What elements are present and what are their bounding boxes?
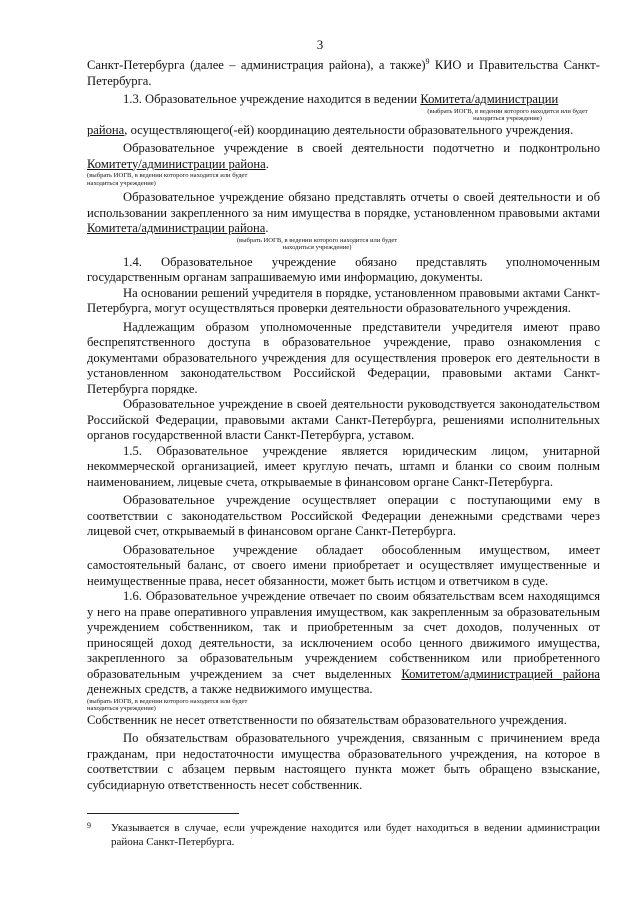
footnote: [87, 822, 600, 849]
rep-text: Образовательное учреждение обязано представлять отчеты о своей деятельности и об использовании закрепленного за ним имущества в порядке, установленном правовыми актами: [87, 190, 600, 220]
paragraph-law: Образовательное учреждение в своей деятельности руководствуется законодательством Российской Федерации, правовыми актами Санкт-Петербурга, решениями исполнительных органов государственной власти Санкт-Петербурга, уставом.: [87, 397, 600, 442]
paragraph-checks: На основании решений учредителя в порядке, установленном правовыми актами Санкт-Петербурга, могут осуществляться проверки деятельности образовательного учреждения.: [87, 285, 600, 315]
paragraph-1-3: [87, 92, 600, 108]
footnote-text: Указывается в случае, если учреждение находится или будет находиться в ведении администрации района Санкт-Петербурга.: [111, 822, 600, 848]
paragraph-1-4: 1.4. Образовательное учреждение обязано представлять уполномоченным государственным органам запрашиваемую ими информацию, документы.: [87, 254, 600, 284]
paragraph-property: Образовательное учреждение обладает обособленным имуществом, имеет самостоятельный баланс, от своего имени приобретает и осуществляет имущественные и неимущественные права, несет обязанности, может быть истцом и ответчиком в суде.: [87, 542, 600, 588]
sub-placeholder: Комитету/администрации района: [87, 156, 266, 171]
paragraph-operations: Образовательное учреждение осуществляет операции с поступающими ему в соответствии с законодательством Российской Федерации денежными средствами через лицевой счет, открываемый в финансовом органе Санкт-Петербурга.: [87, 493, 600, 538]
p16-note: (выбрать ИОГВ, в ведении которого находится или будет находиться учреждение): [87, 697, 248, 712]
page-number: 3: [316, 37, 324, 52]
paragraph-intro: [87, 58, 600, 89]
rep-text-after: .: [265, 221, 269, 235]
paragraph-harm: По обязательствам образовательного учреждения, связанным с причинением вреда гражданам, при недостаточности имущества образовательного учреждения, на которое в соответствии с абзацем первым настоящего пункта может быть обращено взыскание, субсидиарную ответственность несет собственник.: [87, 731, 600, 792]
sub-text-after: .: [265, 156, 269, 171]
paragraph-1-5: 1.5. Образовательное учреждение является юридическим лицом, унитарной некоммерческой организацией, имеет круглую печать, штамп и бланки со своим полным наименованием, лицевые счета, открываемые в финансовом органе Санкт-Петербурга.: [87, 443, 600, 489]
p13-text-after: , осуществляющего(-ей) координацию деятельности образовательного учреждения.: [124, 122, 574, 137]
rep-note: (выбрать ИОГВ, в ведении которого находится или будет находиться учреждение): [236, 236, 398, 251]
sub-note: (выбрать ИОГВ, в ведении которого находится или будет находиться учреждение): [87, 172, 248, 187]
footnote-ref: 9: [425, 56, 430, 66]
paragraph-access: Надлежащим образом уполномоченные представители учредителя имеют право беспрепятственного доступа в образовательное учреждение, право ознакомления с документами образовательного учреждения для осуществления проверок его деятельности в установленном законодательством Российской Федерации, правовыми актами Санкт-Петербурга порядке.: [87, 319, 600, 396]
p13-text: 1.3. Образовательное учреждение находится в ведении: [123, 92, 421, 106]
paragraph-owner: Собственник не несет ответственности по обязательствам образовательного учреждения.: [87, 712, 567, 727]
p16-text: 1.6. Образовательное учреждение отвечает по своим обязательствам всем находящимся у него на праве оперативного управления имуществом, как закрепленным за образовательным учреждением собственником, так и приобретенным за счет доходов, полученных от приносящей доход деятельности, за исключением особо ценного движимого имущества, закрепленного за образовательным учреждением собственником или приобретенного образовательным учреждением за счет выделенных: [87, 589, 600, 681]
sub-text: Образовательное учреждение в своей деятельности подотчетно и подконтрольно: [123, 141, 600, 155]
rep-placeholder: Комитета/администрации района: [87, 221, 266, 235]
p16-text-after: денежных средств, а также недвижимого имущества.: [87, 682, 373, 696]
footnote-separator: [87, 813, 239, 814]
paragraph-1-3-cont: [87, 123, 600, 139]
footnote-mark: 9: [87, 821, 91, 830]
paragraph-reports: [87, 190, 600, 237]
intro-text: Санкт-Петербурга (далее – администрация района), а также): [87, 58, 426, 72]
paragraph-subordinate: [87, 141, 600, 172]
paragraph-1-6: [87, 589, 600, 698]
p13-note: (выбрать ИОГВ, в ведении которого находится или будет находиться учреждение): [427, 107, 588, 122]
p13-placeholder: Комитета/администрации: [420, 92, 559, 106]
document-body: [87, 58, 600, 793]
p16-placeholder: Комитетом/администрацией района: [401, 666, 601, 681]
intro-text-after: КИО и Правительства Санкт-Петербурга.: [87, 58, 600, 88]
p13-placeholder-2: района: [87, 122, 125, 137]
